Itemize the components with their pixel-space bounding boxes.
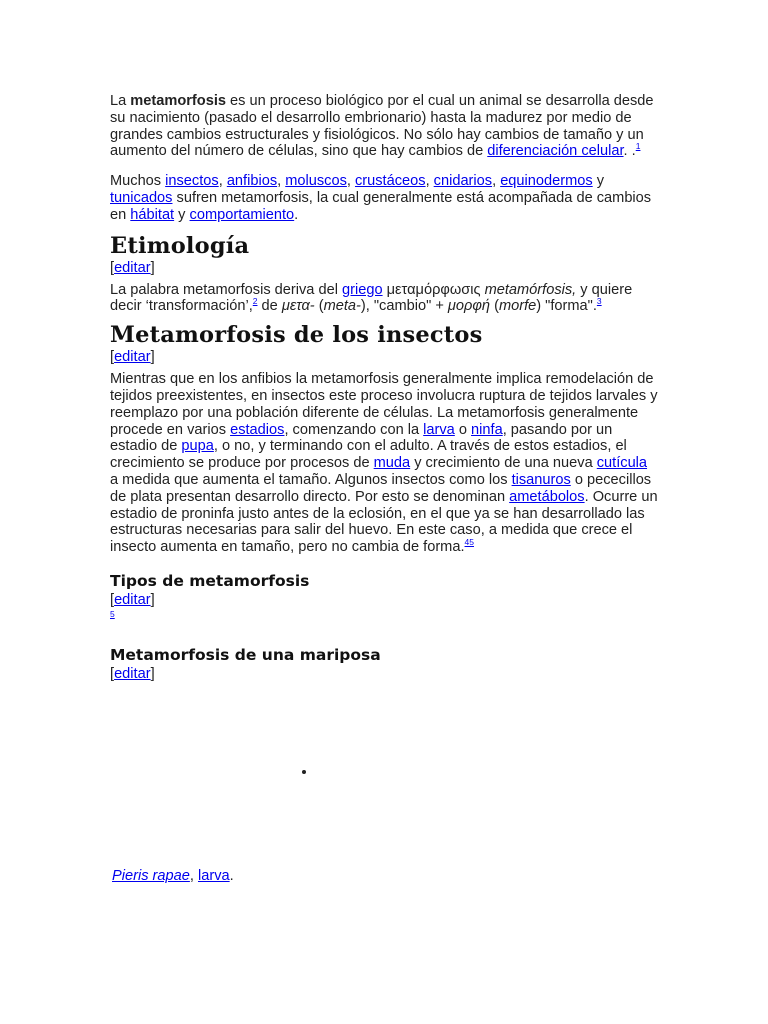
text: , — [492, 173, 501, 190]
text: . Ocurre un estadio de proninfa justo antes de la eclosión, en el que ya se han desarrollado las estructuras necesarias para salir del huevo. En este caso, a medida que crece el insecto aumenta en tamaño, pero no cambia de forma. — [110, 488, 658, 556]
text: o — [454, 421, 472, 438]
text: , — [346, 173, 355, 190]
text: ( — [314, 298, 324, 315]
text: y — [174, 206, 190, 223]
bracket: [ — [110, 591, 115, 608]
bracket: [ — [110, 259, 115, 276]
intro-paragraph-2 — [110, 173, 658, 223]
text: sufren metamorfosis, la cual generalmente está acompañada de cambios en — [110, 189, 652, 223]
edit-section-etimologia — [110, 259, 658, 277]
link-ametabolos[interactable]: ametábolos — [509, 488, 585, 505]
reference-45[interactable]: 45 — [464, 537, 474, 548]
gallery-caption — [112, 868, 234, 885]
link-insectos[interactable]: insectos — [165, 173, 219, 190]
text: y crecimiento de una nueva — [410, 455, 597, 472]
bracket: [ — [110, 349, 115, 366]
reference-1[interactable]: 1 — [635, 141, 641, 152]
link-estadios[interactable]: estadios — [230, 421, 285, 438]
link-tisanuros[interactable]: tisanuros — [511, 471, 571, 488]
link-diferenciacion-celular[interactable]: diferenciación celular — [487, 143, 624, 160]
link-equinodermos[interactable]: equinodermos — [500, 173, 593, 190]
heading-tipos-metamorfosis: Tipos de metamorfosis — [110, 571, 310, 590]
link-ninfa[interactable]: ninfa — [471, 421, 503, 438]
link-tunicados[interactable]: tunicados — [110, 189, 173, 206]
italic-term: meta- — [323, 298, 361, 315]
edit-link[interactable]: editar — [114, 591, 151, 608]
etimologia-paragraph — [110, 282, 658, 316]
text: , pasando por un estadio de — [110, 421, 613, 455]
link-pupa[interactable]: pupa — [181, 438, 214, 455]
edit-link[interactable]: editar — [114, 665, 151, 682]
gallery-bullet — [302, 770, 306, 774]
reference-5-line — [110, 609, 658, 619]
text: , comenzando con la — [284, 421, 424, 438]
text: , — [218, 173, 227, 190]
text: ) "forma". — [536, 298, 597, 315]
text: es un proceso biológico por el cual un animal se desarrolla desde su nacimiento (pasado el desarrollo embrionario) hasta la madurez por medio de grandes cambios estructurales y fisiológicos. No sólo hay cambios de tamaño y un aumento del número de células, sino que hay cambios de — [110, 93, 654, 160]
article-body — [110, 93, 658, 683]
text: , — [277, 173, 286, 190]
text: La — [110, 93, 131, 109]
link-cnidarios[interactable]: cnidarios — [433, 173, 493, 190]
text: . . — [623, 143, 636, 160]
link-crustaceos[interactable]: crustáceos — [354, 173, 426, 190]
bracket: ] — [150, 259, 155, 276]
text: , — [189, 868, 198, 884]
edit-section-mariposa — [110, 665, 658, 683]
bracket: ] — [150, 349, 155, 366]
text: ), "cambio" + — [360, 298, 448, 315]
bracket: ] — [150, 591, 155, 608]
text: a medida que aumenta el tamaño. Algunos insectos como los — [110, 471, 512, 488]
insectos-paragraph — [110, 371, 658, 556]
edit-link[interactable]: editar — [114, 259, 151, 276]
text: Muchos — [110, 173, 166, 190]
link-moluscos[interactable]: moluscos — [285, 173, 347, 190]
link-pieris-rapae[interactable]: Pieris rapae — [112, 868, 190, 884]
text: , — [425, 173, 434, 190]
text: y — [592, 173, 605, 190]
edit-link[interactable]: editar — [114, 349, 151, 366]
reference-5[interactable]: 5 — [110, 608, 115, 619]
reference-3[interactable]: 3 — [596, 296, 602, 307]
italic-term: μετα- — [281, 298, 315, 315]
link-griego[interactable]: griego — [342, 281, 383, 298]
link-caption-larva[interactable]: larva — [197, 868, 230, 884]
link-cuticula[interactable]: cutícula — [596, 455, 648, 472]
link-larva[interactable]: larva — [423, 421, 455, 438]
text: μεταμόρφωσις — [382, 281, 485, 298]
italic-term: morfe — [498, 298, 537, 315]
text: , o no, y terminando con el adulto. A través de estos estadios, el crecimiento se produce por procesos de — [110, 438, 627, 472]
text: . — [229, 868, 234, 884]
edit-section-tipos — [110, 591, 658, 609]
bracket: [ — [110, 665, 115, 682]
bracket: ] — [150, 665, 155, 682]
text: y quiere decir ‘transformación’, — [110, 281, 633, 315]
heading-metamorfosis-insectos: Metamorfosis de los insectos — [110, 322, 483, 349]
intro-paragraph-1 — [110, 93, 658, 160]
text: o pececillos de plata presentan desarrollo directo. Por esto se denominan — [110, 471, 652, 505]
text: de — [257, 298, 282, 315]
italic-term: μορφή — [447, 298, 491, 315]
heading-etimologia: Etimología — [110, 232, 250, 259]
italic-term: metamórfosis, — [484, 281, 577, 298]
reference-2[interactable]: 2 — [252, 296, 258, 307]
link-muda[interactable]: muda — [373, 455, 411, 472]
heading-metamorfosis-mariposa: Metamorfosis de una mariposa — [110, 645, 381, 664]
text: ( — [490, 298, 499, 315]
link-habitat[interactable]: hábitat — [130, 206, 175, 223]
text: . — [294, 206, 299, 223]
link-anfibios[interactable]: anfibios — [226, 173, 278, 190]
term-metamorfosis: metamorfosis — [130, 93, 226, 109]
link-comportamiento[interactable]: comportamiento — [189, 206, 295, 223]
edit-section-insectos — [110, 348, 658, 366]
text: La palabra metamorfosis deriva del — [110, 281, 342, 298]
text: Mientras que en los anfibios la metamorfosis generalmente implica remodelación de tejidos preexistentes, en insectos este proceso involucra ruptura de tejidos larvales y reemplazo por una población diferente de células. La metamorfosis generalmente procede en varios — [110, 371, 658, 438]
